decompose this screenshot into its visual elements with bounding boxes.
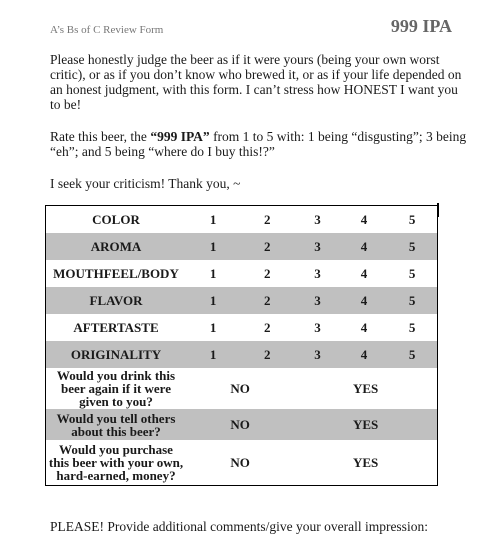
rating-option-4[interactable]: 4 bbox=[360, 319, 368, 335]
answer-yes[interactable]: YES bbox=[352, 381, 379, 396]
rating-option-4[interactable]: 4 bbox=[341, 287, 388, 314]
question-row-drink-again bbox=[46, 368, 438, 409]
answer-yes[interactable]: YES bbox=[352, 455, 379, 470]
rating-row-aroma bbox=[46, 233, 438, 260]
answer-yes[interactable]: YES bbox=[294, 409, 437, 440]
rating-option-1[interactable]: 1 bbox=[186, 341, 240, 368]
rating-label: AROMA bbox=[46, 233, 187, 260]
question-row-tell-others bbox=[46, 409, 438, 440]
rating-label: COLOR bbox=[92, 211, 140, 227]
rating-option-2[interactable]: 2 bbox=[263, 265, 271, 281]
rating-option-4[interactable]: 4 bbox=[341, 341, 388, 368]
rating-instructions bbox=[50, 129, 470, 159]
beer-name-heading: 999 IPA bbox=[390, 16, 452, 36]
rating-label: ORIGINALITY bbox=[46, 341, 187, 368]
answer-no[interactable]: NO bbox=[230, 381, 250, 396]
rating-option-3[interactable]: 3 bbox=[314, 265, 321, 281]
answer-no[interactable]: NO bbox=[230, 455, 250, 470]
rating-option-1[interactable]: 1 bbox=[209, 265, 217, 281]
rating-label: FLAVOR bbox=[46, 287, 187, 314]
rating-label: AFTERTASTE bbox=[73, 319, 159, 335]
rating-row-originality bbox=[46, 341, 438, 368]
review-table bbox=[45, 205, 438, 486]
rate-beer-name: “999 IPA” bbox=[150, 129, 210, 144]
rating-option-4[interactable]: 4 bbox=[360, 211, 368, 227]
question-text: Would you tell others about this beer? bbox=[46, 409, 187, 440]
rating-option-5[interactable]: 5 bbox=[387, 341, 437, 368]
rating-option-3[interactable]: 3 bbox=[314, 319, 321, 335]
rating-option-4[interactable]: 4 bbox=[360, 265, 368, 281]
form-title: A’s Bs of C Review Form bbox=[50, 24, 164, 36]
rating-option-2[interactable]: 2 bbox=[240, 233, 294, 260]
rating-option-5[interactable]: 5 bbox=[387, 287, 437, 314]
rating-option-1[interactable]: 1 bbox=[186, 287, 240, 314]
rating-label: MOUTHFEEL/BODY bbox=[53, 265, 179, 281]
rating-option-1[interactable]: 1 bbox=[186, 233, 240, 260]
rating-option-2[interactable]: 2 bbox=[240, 341, 294, 368]
rating-row-color bbox=[46, 206, 438, 234]
question-text: Would you drink this beer again if it were given to you? bbox=[56, 368, 176, 409]
rating-row-aftertaste bbox=[46, 314, 438, 341]
rating-option-2[interactable]: 2 bbox=[240, 287, 294, 314]
rating-row-mouthfeel bbox=[46, 260, 438, 287]
rating-option-5[interactable]: 5 bbox=[408, 265, 416, 281]
rating-option-3[interactable]: 3 bbox=[294, 287, 341, 314]
closing-line: I seek your criticism! Thank you, ~ bbox=[50, 176, 241, 191]
question-row-purchase bbox=[46, 440, 438, 486]
rate-prefix: Rate this beer, the bbox=[50, 129, 151, 144]
question-text: Would you purchase this beer with your own, hard-earned, money? bbox=[48, 442, 184, 483]
rating-option-3[interactable]: 3 bbox=[294, 341, 341, 368]
rating-option-5[interactable]: 5 bbox=[408, 211, 416, 227]
rating-option-3[interactable]: 3 bbox=[294, 233, 341, 260]
rating-option-5[interactable]: 5 bbox=[387, 233, 437, 260]
rating-option-1[interactable]: 1 bbox=[209, 211, 217, 227]
rating-option-4[interactable]: 4 bbox=[341, 233, 388, 260]
rating-row-flavor bbox=[46, 287, 438, 314]
rating-option-5[interactable]: 5 bbox=[408, 319, 416, 335]
intro-paragraph: Please honestly judge the beer as if it were yours (being your own worst critic), or as if you don’t know who brewed it, or as if your life depended on an honest judgment, with this form. I can’t stress how HONEST I want you to be! bbox=[50, 52, 462, 112]
rating-option-2[interactable]: 2 bbox=[263, 319, 271, 335]
rating-option-1[interactable]: 1 bbox=[209, 319, 217, 335]
rating-option-3[interactable]: 3 bbox=[314, 211, 321, 227]
rating-option-2[interactable]: 2 bbox=[263, 211, 271, 227]
comments-prompt: PLEASE! Provide additional comments/give your overall impression: bbox=[50, 519, 428, 534]
rate-suffix: from 1 to 5 with: 1 being “disgusting”; 3 being “eh”; and 5 being “where do I buy this!?” bbox=[50, 129, 467, 159]
answer-no[interactable]: NO bbox=[186, 409, 294, 440]
